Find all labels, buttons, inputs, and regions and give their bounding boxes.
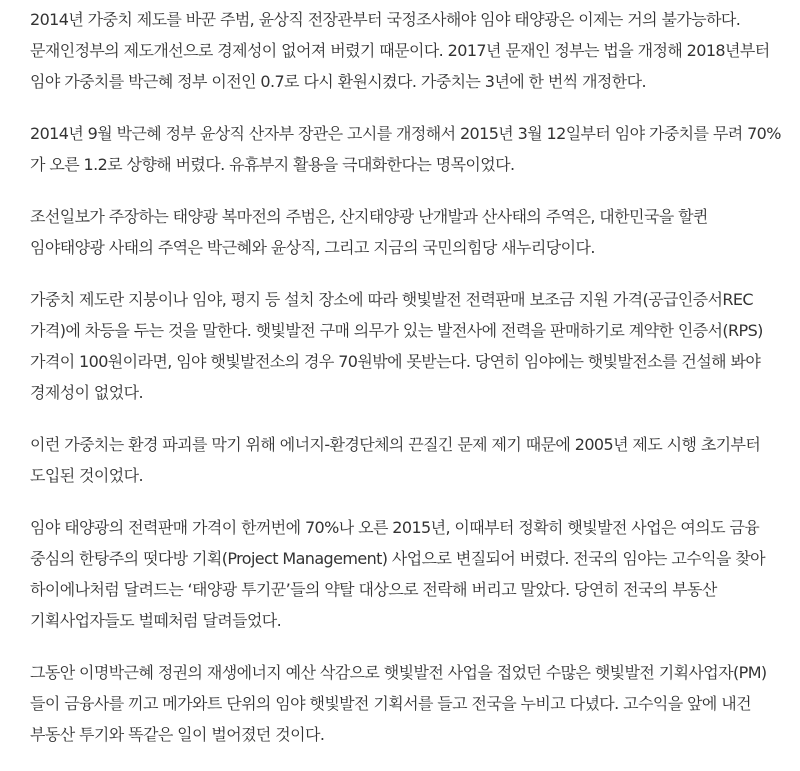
paragraph-2: 2014년 9월 박근혜 정부 윤상직 산자부 장관은 고시를 개정해서 2015년 3월 12일부터 임야 가중치를 무려 70%가 오른 1.2로 상향해 버렸다. 유휴부지 활용을 극대화한다는 명목이었다. xyxy=(30,124,781,174)
paragraph-4: 가중치 제도란 지붕이나 임야, 평지 등 설치 장소에 따라 햇빛발전 전력판매 보조금 지원 가격(공급인증서REC 가격)에 차등을 두는 것을 말한다. 햇빛발전 구매 의무가 있는 발전사에 전력을 판매하기로 계약한 인증서(RPS) 가격이 100원이라면, 임야 햇빛발전소의 경우 70원밖에 못받는다. 당연히 임야에는 햇빛발전소를 건설해 봐야 경제성이 없었다. xyxy=(30,290,763,402)
paragraph-3: 조선일보가 주장하는 태양광 복마전의 주범은, 산지태양광 난개발과 산사태의 주역은, 대한민국을 할퀸 임야태양광 사태의 주역은 박근혜와 윤상직, 그리고 지금의 국민의힘당 새누리당이다. xyxy=(30,207,708,257)
paragraph-6: 임야 태양광의 전력판매 가격이 한꺼번에 70%나 오른 2015년, 이때부터 정확히 햇빛발전 사업은 여의도 금융 중심의 한탕주의 떳다방 기획(Project Management) 사업으로 변질되어 버렸다. 전국의 임야는 고수익을 찾아 하이에나처럼 달려드는 ‘태양광 투기꾼’들의 약탈 대상으로 전락해 버리고 말았다. 당연히 전국의 부동산 기획사업자들도 벌떼처럼 달려들었다. xyxy=(30,518,766,630)
article-body xyxy=(30,4,782,771)
paragraph-1: 2014년 가중치 제도를 바꾼 주범, 윤상직 전장관부터 국정조사해야 임야 태양광은 이제는 거의 불가능하다. 문재인정부의 제도개선으로 경제성이 없어져 버렸기 때문이다. 2017년 문재인 정부는 법을 개정해 2018년부터 임야 가중치를 박근혜 정부 이전인 0.7로 다시 환원시켰다. 가중치는 3년에 한 번씩 개정한다. xyxy=(30,10,770,91)
paragraph-5: 이런 가중치는 환경 파괴를 막기 위해 에너지-환경단체의 끈질긴 문제 제기 때문에 2005년 제도 시행 초기부터 도입된 것이었다. xyxy=(30,435,761,485)
paragraph-7: 그동안 이명박근혜 정권의 재생에너지 예산 삭감으로 햇빛발전 사업을 접었던 수많은 햇빛발전 기획사업자(PM)들이 금융사를 끼고 메가와트 단위의 임야 햇빛발전 기획서를 들고 전국을 누비고 다녔다. 고수익을 앞에 내건 부동산 투기와 똑같은 일이 벌어졌던 것이다. xyxy=(30,663,767,744)
